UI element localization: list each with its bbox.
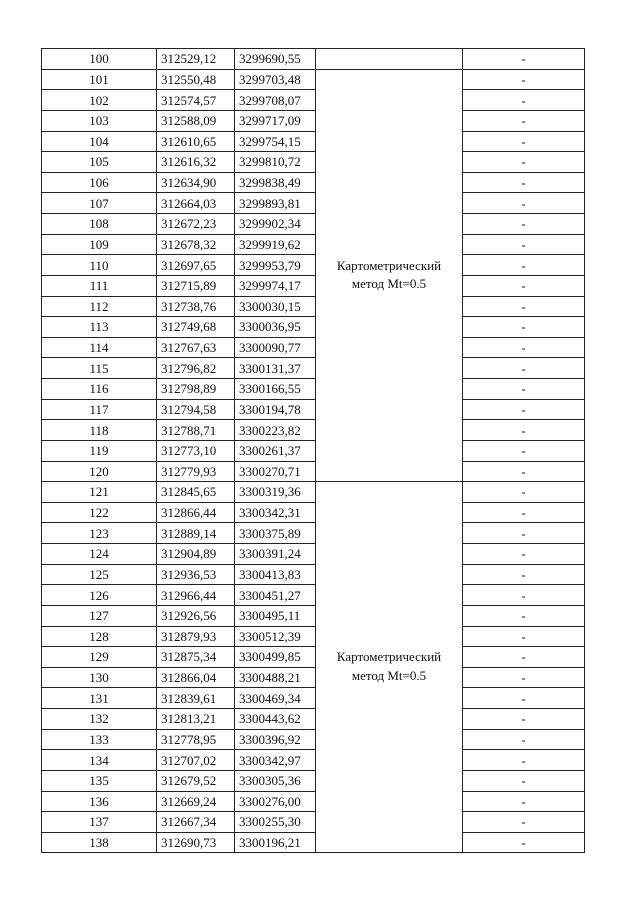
y-coordinate-cell: 3299953,79 — [235, 255, 316, 276]
y-coordinate-cell: 3300396,92 — [235, 729, 316, 750]
point-number-cell: 104 — [42, 131, 157, 152]
point-number-cell: 136 — [42, 791, 157, 812]
table-row — [42, 791, 585, 812]
point-number-cell: 120 — [42, 461, 157, 482]
note-cell: - — [463, 172, 585, 193]
y-coordinate-cell: 3300276,00 — [235, 791, 316, 812]
y-coordinate-cell: 3299893,81 — [235, 193, 316, 214]
x-coordinate-cell: 312715,89 — [157, 275, 235, 296]
method-label-line: Картометрический — [336, 649, 442, 665]
point-number-cell: 110 — [42, 255, 157, 276]
table-row — [42, 399, 585, 420]
x-coordinate-cell: 312926,56 — [157, 605, 235, 626]
note-cell: - — [463, 337, 585, 358]
x-coordinate-cell: 312669,24 — [157, 791, 235, 812]
y-coordinate-cell: 3300166,55 — [235, 379, 316, 400]
y-coordinate-cell: 3299703,48 — [235, 69, 316, 90]
note-cell: - — [463, 688, 585, 709]
x-coordinate-cell: 312574,57 — [157, 90, 235, 111]
x-coordinate-cell: 312875,34 — [157, 647, 235, 668]
x-coordinate-cell: 312773,10 — [157, 440, 235, 461]
y-coordinate-cell: 3300413,83 — [235, 564, 316, 585]
table-row — [42, 729, 585, 750]
y-coordinate-cell: 3299690,55 — [235, 49, 316, 70]
x-coordinate-cell: 312672,23 — [157, 214, 235, 235]
x-coordinate-cell: 312697,65 — [157, 255, 235, 276]
note-cell: - — [463, 234, 585, 255]
point-number-cell: 100 — [42, 49, 157, 70]
note-cell: - — [463, 544, 585, 565]
x-coordinate-cell: 312679,52 — [157, 770, 235, 791]
note-cell: - — [463, 667, 585, 688]
point-number-cell: 134 — [42, 750, 157, 771]
note-cell: - — [463, 358, 585, 379]
x-coordinate-cell: 312936,53 — [157, 564, 235, 585]
x-coordinate-cell: 312678,32 — [157, 234, 235, 255]
table-row — [42, 667, 585, 688]
point-number-cell: 106 — [42, 172, 157, 193]
x-coordinate-cell: 312588,09 — [157, 110, 235, 131]
table-row — [42, 544, 585, 565]
y-coordinate-cell: 3299754,15 — [235, 131, 316, 152]
note-cell: - — [463, 379, 585, 400]
note-cell: - — [463, 296, 585, 317]
point-number-cell: 121 — [42, 482, 157, 503]
note-cell: - — [463, 647, 585, 668]
table-row — [42, 709, 585, 730]
point-number-cell: 105 — [42, 152, 157, 173]
x-coordinate-cell: 312794,58 — [157, 399, 235, 420]
note-cell: - — [463, 626, 585, 647]
note-cell: - — [463, 399, 585, 420]
x-coordinate-cell: 312634,90 — [157, 172, 235, 193]
y-coordinate-cell: 3299838,49 — [235, 172, 316, 193]
table-row — [42, 49, 585, 70]
point-number-cell: 114 — [42, 337, 157, 358]
note-cell: - — [463, 585, 585, 606]
point-number-cell: 115 — [42, 358, 157, 379]
point-number-cell: 119 — [42, 440, 157, 461]
table-row — [42, 585, 585, 606]
note-cell: - — [463, 750, 585, 771]
y-coordinate-cell: 3300488,21 — [235, 667, 316, 688]
point-number-cell: 107 — [42, 193, 157, 214]
note-cell: - — [463, 564, 585, 585]
y-coordinate-cell: 3300270,71 — [235, 461, 316, 482]
point-number-cell: 109 — [42, 234, 157, 255]
method-cell — [316, 69, 463, 482]
x-coordinate-cell: 312889,14 — [157, 523, 235, 544]
y-coordinate-cell: 3300261,37 — [235, 440, 316, 461]
note-cell: - — [463, 131, 585, 152]
note-cell: - — [463, 523, 585, 544]
y-coordinate-cell: 3299708,07 — [235, 90, 316, 111]
table-row — [42, 812, 585, 833]
y-coordinate-cell: 3300499,85 — [235, 647, 316, 668]
table-row — [42, 688, 585, 709]
table-row — [42, 564, 585, 585]
note-cell: - — [463, 69, 585, 90]
y-coordinate-cell: 3299717,09 — [235, 110, 316, 131]
point-number-cell: 125 — [42, 564, 157, 585]
point-number-cell: 117 — [42, 399, 157, 420]
coordinates-table — [41, 48, 585, 853]
x-coordinate-cell: 312610,65 — [157, 131, 235, 152]
note-cell: - — [463, 709, 585, 730]
y-coordinate-cell: 3300451,27 — [235, 585, 316, 606]
point-number-cell: 132 — [42, 709, 157, 730]
y-coordinate-cell: 3299810,72 — [235, 152, 316, 173]
y-coordinate-cell: 3300375,89 — [235, 523, 316, 544]
note-cell: - — [463, 832, 585, 853]
note-cell: - — [463, 90, 585, 111]
x-coordinate-cell: 312966,44 — [157, 585, 235, 606]
x-coordinate-cell: 312690,73 — [157, 832, 235, 853]
y-coordinate-cell: 3300319,36 — [235, 482, 316, 503]
point-number-cell: 135 — [42, 770, 157, 791]
note-cell: - — [463, 255, 585, 276]
point-number-cell: 123 — [42, 523, 157, 544]
point-number-cell: 113 — [42, 317, 157, 338]
point-number-cell: 127 — [42, 605, 157, 626]
note-cell: - — [463, 502, 585, 523]
point-number-cell: 133 — [42, 729, 157, 750]
point-number-cell: 130 — [42, 667, 157, 688]
y-coordinate-cell: 3299919,62 — [235, 234, 316, 255]
x-coordinate-cell: 312667,34 — [157, 812, 235, 833]
x-coordinate-cell: 312738,76 — [157, 296, 235, 317]
x-coordinate-cell: 312879,93 — [157, 626, 235, 647]
table-row — [42, 172, 585, 193]
x-coordinate-cell: 312779,93 — [157, 461, 235, 482]
point-number-cell: 128 — [42, 626, 157, 647]
table-row — [42, 605, 585, 626]
table-row — [42, 152, 585, 173]
x-coordinate-cell: 312529,12 — [157, 49, 235, 70]
table-row — [42, 214, 585, 235]
table-row — [42, 317, 585, 338]
table-row — [42, 420, 585, 441]
note-cell: - — [463, 214, 585, 235]
y-coordinate-cell: 3300512,39 — [235, 626, 316, 647]
point-number-cell: 101 — [42, 69, 157, 90]
note-cell: - — [463, 275, 585, 296]
method-cell — [316, 482, 463, 853]
note-cell: - — [463, 317, 585, 338]
y-coordinate-cell: 3299974,17 — [235, 275, 316, 296]
y-coordinate-cell: 3300342,31 — [235, 502, 316, 523]
note-cell: - — [463, 482, 585, 503]
point-number-cell: 126 — [42, 585, 157, 606]
x-coordinate-cell: 312845,65 — [157, 482, 235, 503]
table-row — [42, 461, 585, 482]
table-row — [42, 523, 585, 544]
table-row — [42, 482, 585, 503]
point-number-cell: 103 — [42, 110, 157, 131]
note-cell: - — [463, 461, 585, 482]
point-number-cell: 112 — [42, 296, 157, 317]
note-cell: - — [463, 812, 585, 833]
note-cell: - — [463, 110, 585, 131]
table-row — [42, 647, 585, 668]
x-coordinate-cell: 312798,89 — [157, 379, 235, 400]
point-number-cell: 118 — [42, 420, 157, 441]
x-coordinate-cell: 312778,95 — [157, 729, 235, 750]
y-coordinate-cell: 3300194,78 — [235, 399, 316, 420]
x-coordinate-cell: 312904,89 — [157, 544, 235, 565]
method-label-line: Картометрический — [336, 257, 442, 273]
y-coordinate-cell: 3300391,24 — [235, 544, 316, 565]
coordinates-table-body — [42, 49, 585, 853]
y-coordinate-cell: 3300131,37 — [235, 358, 316, 379]
table-row — [42, 440, 585, 461]
y-coordinate-cell: 3300305,36 — [235, 770, 316, 791]
table-row — [42, 234, 585, 255]
point-number-cell: 129 — [42, 647, 157, 668]
x-coordinate-cell: 312788,71 — [157, 420, 235, 441]
x-coordinate-cell: 312664,03 — [157, 193, 235, 214]
y-coordinate-cell: 3300196,21 — [235, 832, 316, 853]
x-coordinate-cell: 312707,02 — [157, 750, 235, 771]
table-row — [42, 90, 585, 111]
x-coordinate-cell: 312796,82 — [157, 358, 235, 379]
note-cell: - — [463, 770, 585, 791]
y-coordinate-cell: 3300036,95 — [235, 317, 316, 338]
note-cell: - — [463, 193, 585, 214]
table-row — [42, 131, 585, 152]
table-row — [42, 832, 585, 853]
table-row — [42, 255, 585, 276]
x-coordinate-cell: 312767,63 — [157, 337, 235, 358]
y-coordinate-cell: 3300223,82 — [235, 420, 316, 441]
x-coordinate-cell: 312866,04 — [157, 667, 235, 688]
y-coordinate-cell: 3299902,34 — [235, 214, 316, 235]
note-cell: - — [463, 791, 585, 812]
y-coordinate-cell: 3300443,62 — [235, 709, 316, 730]
note-cell: - — [463, 605, 585, 626]
y-coordinate-cell: 3300030,15 — [235, 296, 316, 317]
x-coordinate-cell: 312839,61 — [157, 688, 235, 709]
note-cell: - — [463, 729, 585, 750]
table-row — [42, 275, 585, 296]
point-number-cell: 124 — [42, 544, 157, 565]
point-number-cell: 111 — [42, 275, 157, 296]
table-row — [42, 379, 585, 400]
point-number-cell: 137 — [42, 812, 157, 833]
point-number-cell: 138 — [42, 832, 157, 853]
table-row — [42, 358, 585, 379]
table-row — [42, 110, 585, 131]
table-row — [42, 626, 585, 647]
x-coordinate-cell: 312616,32 — [157, 152, 235, 173]
x-coordinate-cell: 312550,48 — [157, 69, 235, 90]
x-coordinate-cell: 312749,68 — [157, 317, 235, 338]
method-label-line: метод Mt=0.5 — [351, 276, 427, 292]
note-cell: - — [463, 152, 585, 173]
point-number-cell: 116 — [42, 379, 157, 400]
method-cell — [316, 49, 463, 70]
table-row — [42, 750, 585, 771]
note-cell: - — [463, 420, 585, 441]
point-number-cell: 102 — [42, 90, 157, 111]
y-coordinate-cell: 3300342,97 — [235, 750, 316, 771]
x-coordinate-cell: 312866,44 — [157, 502, 235, 523]
table-row — [42, 193, 585, 214]
table-row — [42, 337, 585, 358]
point-number-cell: 108 — [42, 214, 157, 235]
y-coordinate-cell: 3300255,30 — [235, 812, 316, 833]
table-row — [42, 502, 585, 523]
note-cell: - — [463, 440, 585, 461]
x-coordinate-cell: 312813,21 — [157, 709, 235, 730]
y-coordinate-cell: 3300090,77 — [235, 337, 316, 358]
method-label-line: метод Mt=0.5 — [351, 668, 427, 684]
note-cell: - — [463, 49, 585, 70]
y-coordinate-cell: 3300469,34 — [235, 688, 316, 709]
point-number-cell: 131 — [42, 688, 157, 709]
table-row — [42, 296, 585, 317]
table-row — [42, 69, 585, 90]
table-row — [42, 770, 585, 791]
point-number-cell: 122 — [42, 502, 157, 523]
y-coordinate-cell: 3300495,11 — [235, 605, 316, 626]
